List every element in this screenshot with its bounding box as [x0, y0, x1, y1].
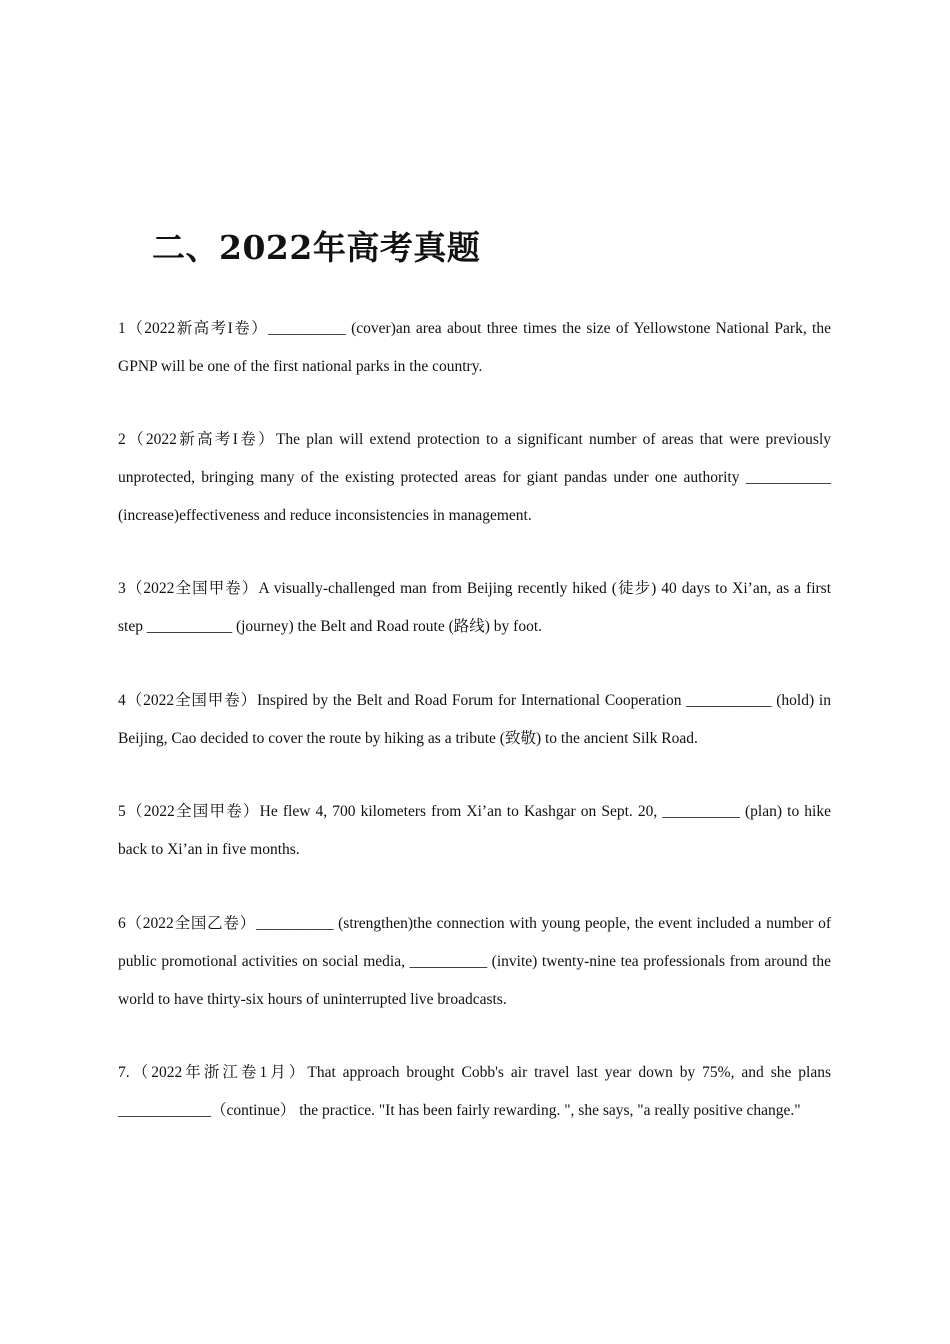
section-title: 二、2022年高考真题	[152, 228, 481, 267]
question-1: 1（2022新高考I卷）__________ (cover)an area about three times the size of Yellowstone National Park, the GPNP will be one of the first national parks in the country.	[118, 320, 831, 375]
question-2: 2（2022新高考I卷）The plan will extend protection to a significant number of areas that were previously unprotected, bringing many of the existing protected areas for giant pandas under one authority ___________ (increase)effectiveness and reduce inconsistencies in management.	[118, 431, 831, 524]
question-7: 7.（2022年浙江卷1月）That approach brought Cobb's air travel last year down by 75%, and she plans ____________（continue） the practice. "It has been fairly rewarding. ", she says, "a really positive change."	[118, 1064, 831, 1119]
question-5: 5（2022全国甲卷）He flew 4, 700 kilometers from Xi’an to Kashgar on Sept. 20, __________ (plan) to hike back to Xi’an in five months.	[118, 803, 831, 858]
question-4: 4（2022全国甲卷）Inspired by the Belt and Road Forum for International Cooperation ___________ (hold) in Beijing, Cao decided to cover the route by hiking as a tribute (致敬) to the ancient Silk Road.	[118, 692, 831, 747]
question-3: 3（2022全国甲卷）A visually-challenged man from Beijing recently hiked (徒步) 40 days to Xi’an, as a first step ___________ (journey) the Belt and Road route (路线) by foot.	[118, 580, 831, 635]
question-6: 6（2022全国乙卷）__________ (strengthen)the connection with young people, the event included a number of public promotional activities on social media, __________ (invite) twenty-nine tea professionals from around the world to have thirty-six hours of uninterrupted live broadcasts.	[118, 915, 831, 1008]
